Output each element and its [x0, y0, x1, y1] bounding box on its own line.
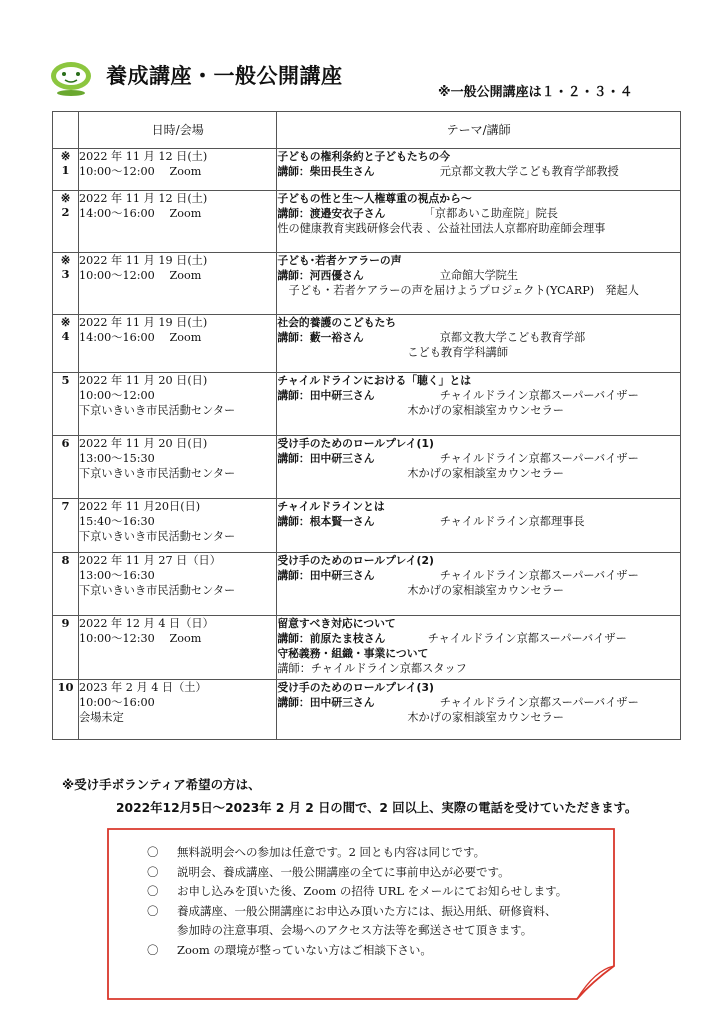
session-theme: 社会的養護のこどもたち: [277, 316, 397, 329]
session-date-venue-cell: [79, 680, 277, 740]
session-number: 4: [61, 329, 70, 343]
table-row: [53, 149, 681, 191]
session-datetime-line: 2022 年 11 月 12 日(土): [79, 192, 208, 205]
volunteer-notice: [62, 775, 637, 816]
session-theme: 受け手のためのロールプレイ(1): [277, 437, 434, 450]
lecturer-name: 河西優さん: [309, 269, 364, 282]
lecturer-affiliation-extra: こども教育学科講師: [407, 346, 509, 359]
session-datetime-line: 10:00～12:00: [79, 389, 155, 402]
session-datetime-line: 2022 年 11 月 27 日（日）: [79, 554, 221, 567]
session-theme: 子どもの権利条約と子どもたちの今: [277, 150, 451, 163]
session-datetime-line: 2022 年 11 月 20 日(日): [79, 374, 208, 387]
session-number: 7: [61, 499, 70, 513]
session-number: 10: [57, 680, 74, 694]
lecturer-affiliation-extra: 木かげの家相談室カウンセラー: [407, 711, 564, 724]
session-datetime-line: 10:00～12:30 Zoom: [79, 632, 202, 645]
session-number: ※: [60, 315, 71, 329]
session-datetime-line: 下京いきいき市民活動センター: [79, 467, 236, 480]
lecturer-label: 講師：: [277, 515, 310, 528]
lecturer-name: 藪一裕さん: [309, 331, 364, 344]
session-datetime-line: 2022 年 11 月 19 日(土): [79, 316, 208, 329]
session-number-cell: [53, 553, 79, 616]
session-number: 3: [61, 267, 70, 281]
session-number: ※: [60, 191, 71, 205]
session-theme: 受け手のためのロールプレイ(3): [277, 681, 434, 694]
lecturer-affiliation-extra: 性の健康教育実践研修会代表 、公益社団法人京都府助産師会理事: [277, 222, 606, 235]
session-theme-cell: [277, 149, 681, 191]
lecturer-affiliation: チャイルドライン京都スーパーバイザー: [427, 632, 627, 645]
note-item: 〇 説明会、養成講座、一般公開講座の全てに事前申込が必要です。: [147, 863, 567, 883]
session-number: ※: [60, 149, 71, 163]
table-row: [53, 373, 681, 436]
lecturer-label: 講師：: [277, 331, 310, 344]
session-date-venue-cell: [79, 149, 277, 191]
lecturer-affiliation: 元京都文教大学こども教育学部教授: [439, 165, 619, 178]
session-datetime-line: 2022 年 12 月 4 日（日）: [79, 617, 214, 630]
lecturer-affiliation: 立命館大学院生: [439, 269, 519, 282]
session-datetime-line: 10:00～12:00 Zoom: [79, 165, 202, 178]
session-datetime-line: 会場未定: [79, 711, 124, 724]
session-datetime-line: 2023 年 2 月 4 日（土）: [79, 681, 207, 694]
session-date-venue-cell: [79, 373, 277, 436]
session-theme: チャイルドラインとは: [277, 500, 385, 513]
session-datetime-line: 10:00～16:00: [79, 696, 155, 709]
session-datetime-line: 下京いきいき市民活動センター: [79, 404, 236, 417]
lecturer-label: 講師：: [277, 632, 310, 645]
session-date-venue-cell: [79, 616, 277, 680]
volunteer-notice-detail: 2022年12月5日～2023年 2 月 2 日の間で、2 回以上、実際の電話を受けていただきます。: [116, 801, 638, 815]
session-datetime-line: 13:00～15:30: [79, 452, 155, 465]
note-item: 〇 養成講座、一般公開講座にお申込み頂いた方には、振込用紙、研修資料、: [147, 902, 567, 922]
lecturer-affiliation: チャイルドライン京都スーパーバイザー: [439, 452, 639, 465]
lecturer-affiliation-extra: 木かげの家相談室カウンセラー: [407, 404, 564, 417]
session-number-cell: [53, 373, 79, 436]
notes-list: [147, 843, 567, 961]
lecturer-affiliation: チャイルドライン京都理事長: [439, 515, 585, 528]
lecturer-name: 田中研三さん: [309, 452, 375, 465]
session-number-cell: [53, 680, 79, 740]
session-theme: 留意すべき対応について: [277, 617, 396, 630]
table-row: [53, 499, 681, 553]
table-row: [53, 680, 681, 740]
lecturer-name: 渡邉安衣子さん: [309, 207, 386, 220]
lecturer-label: 講師：: [277, 207, 310, 220]
session-theme-cell: [277, 373, 681, 436]
lecturer-name: 田中研三さん: [309, 569, 375, 582]
table-row: [53, 191, 681, 253]
volunteer-notice-heading: ※受け手ボランティア希望の方は、: [62, 777, 261, 792]
session-number-cell: [53, 616, 79, 680]
table-header-row: [53, 112, 681, 149]
lecturer-name: 前原たま枝さん: [309, 632, 386, 645]
notes-box: [107, 828, 615, 1000]
session-datetime-line: 13:00～16:30: [79, 569, 155, 582]
session-date-venue-cell: [79, 499, 277, 553]
lecturer-label: 講師：: [277, 452, 310, 465]
session-datetime-line: 下京いきいき市民活動センター: [79, 584, 236, 597]
session-number-cell: [53, 253, 79, 315]
table-row: [53, 553, 681, 616]
schedule-table: [52, 111, 681, 740]
lecturer-affiliation-extra: 木かげの家相談室カウンセラー: [407, 584, 564, 597]
session-theme: チャイルドラインにおける「聴く」とは: [277, 374, 472, 387]
lecturer-name: 田中研三さん: [309, 389, 375, 402]
session-number: 5: [61, 373, 70, 387]
session-datetime-line: 14:00～16:00 Zoom: [79, 331, 202, 344]
lecturer-secondary: 講師：チャイルドライン京都スタッフ: [277, 662, 467, 675]
session-number: 8: [61, 553, 70, 567]
lecturer-name: 根本賢一さん: [309, 515, 375, 528]
table-row: [53, 315, 681, 373]
session-number: ※: [60, 253, 71, 267]
session-date-venue-cell: [79, 436, 277, 499]
session-number: 9: [61, 616, 70, 630]
circle-bullet-icon: 〇: [147, 864, 159, 879]
session-date-venue-cell: [79, 191, 277, 253]
circle-bullet-icon: 〇: [147, 903, 159, 918]
lecturer-label: 講師：: [277, 569, 310, 582]
session-theme-cell: [277, 253, 681, 315]
session-number: 6: [61, 436, 70, 450]
lecturer-affiliation: チャイルドライン京都スーパーバイザー: [439, 389, 639, 402]
session-theme-cell: [277, 616, 681, 680]
lecturer-affiliation: 「京都あいこ助産院」院長: [423, 207, 558, 220]
session-theme-cell: [277, 553, 681, 616]
header-theme-lecturer: テーマ/講師: [277, 112, 681, 149]
lecturer-label: 講師：: [277, 389, 310, 402]
note-item: 〇 Zoom の環境が整っていない方はご相談下さい。: [147, 941, 567, 961]
session-datetime-line: 14:00～16:00 Zoom: [79, 207, 202, 220]
childline-mascot-logo-icon: [48, 58, 94, 98]
session-date-venue-cell: [79, 315, 277, 373]
session-theme: 受け手のためのロールプレイ(2): [277, 554, 434, 567]
session-theme-cell: [277, 680, 681, 740]
session-datetime-line: 2022 年 11 月 19 日(土): [79, 254, 208, 267]
session-date-venue-cell: [79, 253, 277, 315]
session-number: 2: [61, 205, 70, 219]
session-number-cell: [53, 436, 79, 499]
session-theme-cell: [277, 436, 681, 499]
header-number: [53, 112, 79, 149]
note-item: 〇 無料説明会への参加は任意です。2 回とも内容は同じです。: [147, 843, 567, 863]
lecturer-label: 講師：: [277, 696, 310, 709]
session-datetime-line: 下京いきいき市民活動センター: [79, 530, 236, 543]
session-number-cell: [53, 149, 79, 191]
page-title: 養成講座・一般公開講座: [106, 64, 343, 88]
lecturer-affiliation: チャイルドライン京都スーパーバイザー: [439, 696, 639, 709]
session-theme-cell: [277, 499, 681, 553]
lecturer-name: 柴田長生さん: [309, 165, 375, 178]
note-item: 〇 お申し込みを頂いた後、Zoom の招待 URL をメールにてお知らせします。: [147, 882, 567, 902]
circle-bullet-icon: 〇: [147, 884, 159, 899]
public-course-note: ※一般公開講座は１・２・３・４: [438, 85, 633, 100]
session-datetime-line: 10:00～12:00 Zoom: [79, 269, 202, 282]
lecturer-name: 田中研三さん: [309, 696, 375, 709]
lecturer-affiliation: チャイルドライン京都スーパーバイザー: [439, 569, 639, 582]
session-datetime-line: 15:40～16:30: [79, 515, 155, 528]
session-datetime-line: 2022 年 11 月 12 日(土): [79, 150, 208, 163]
lecturer-affiliation: 京都文教大学こども教育学部: [439, 331, 586, 344]
session-theme: 子ども･若者ケアラーの声: [277, 254, 402, 267]
lecturer-label: 講師：: [277, 269, 310, 282]
note-item-continuation: 参加時の注意事項、会場へのアクセス方法等を郵送させて頂きます。: [177, 923, 533, 938]
session-date-venue-cell: [79, 553, 277, 616]
session-theme: 子どもの性と生～人権尊重の視点から～: [277, 192, 472, 205]
session-number-cell: [53, 499, 79, 553]
session-datetime-line: 2022 年 11 月 20 日(日): [79, 437, 208, 450]
circle-bullet-icon: 〇: [147, 845, 159, 859]
session-theme-cell: [277, 191, 681, 253]
session-theme-secondary: 守秘義務・組織・事業について: [277, 647, 429, 660]
session-number-cell: [53, 191, 79, 253]
session-datetime-line: 2022 年 11 月20日(日): [79, 500, 201, 513]
session-number-cell: [53, 315, 79, 373]
circle-bullet-icon: 〇: [147, 942, 159, 957]
session-number: 1: [61, 163, 70, 177]
table-row: [53, 253, 681, 315]
table-row: [53, 616, 681, 680]
table-row: [53, 436, 681, 499]
session-theme-cell: [277, 315, 681, 373]
header-date-venue: 日時/会場: [79, 112, 277, 149]
lecturer-label: 講師：: [277, 165, 310, 178]
lecturer-affiliation-extra: 木かげの家相談室カウンセラー: [407, 467, 564, 480]
lecturer-affiliation-extra: 子ども・若者ケアラーの声を届けようプロジェクト(YCARP) 発起人: [277, 284, 639, 297]
